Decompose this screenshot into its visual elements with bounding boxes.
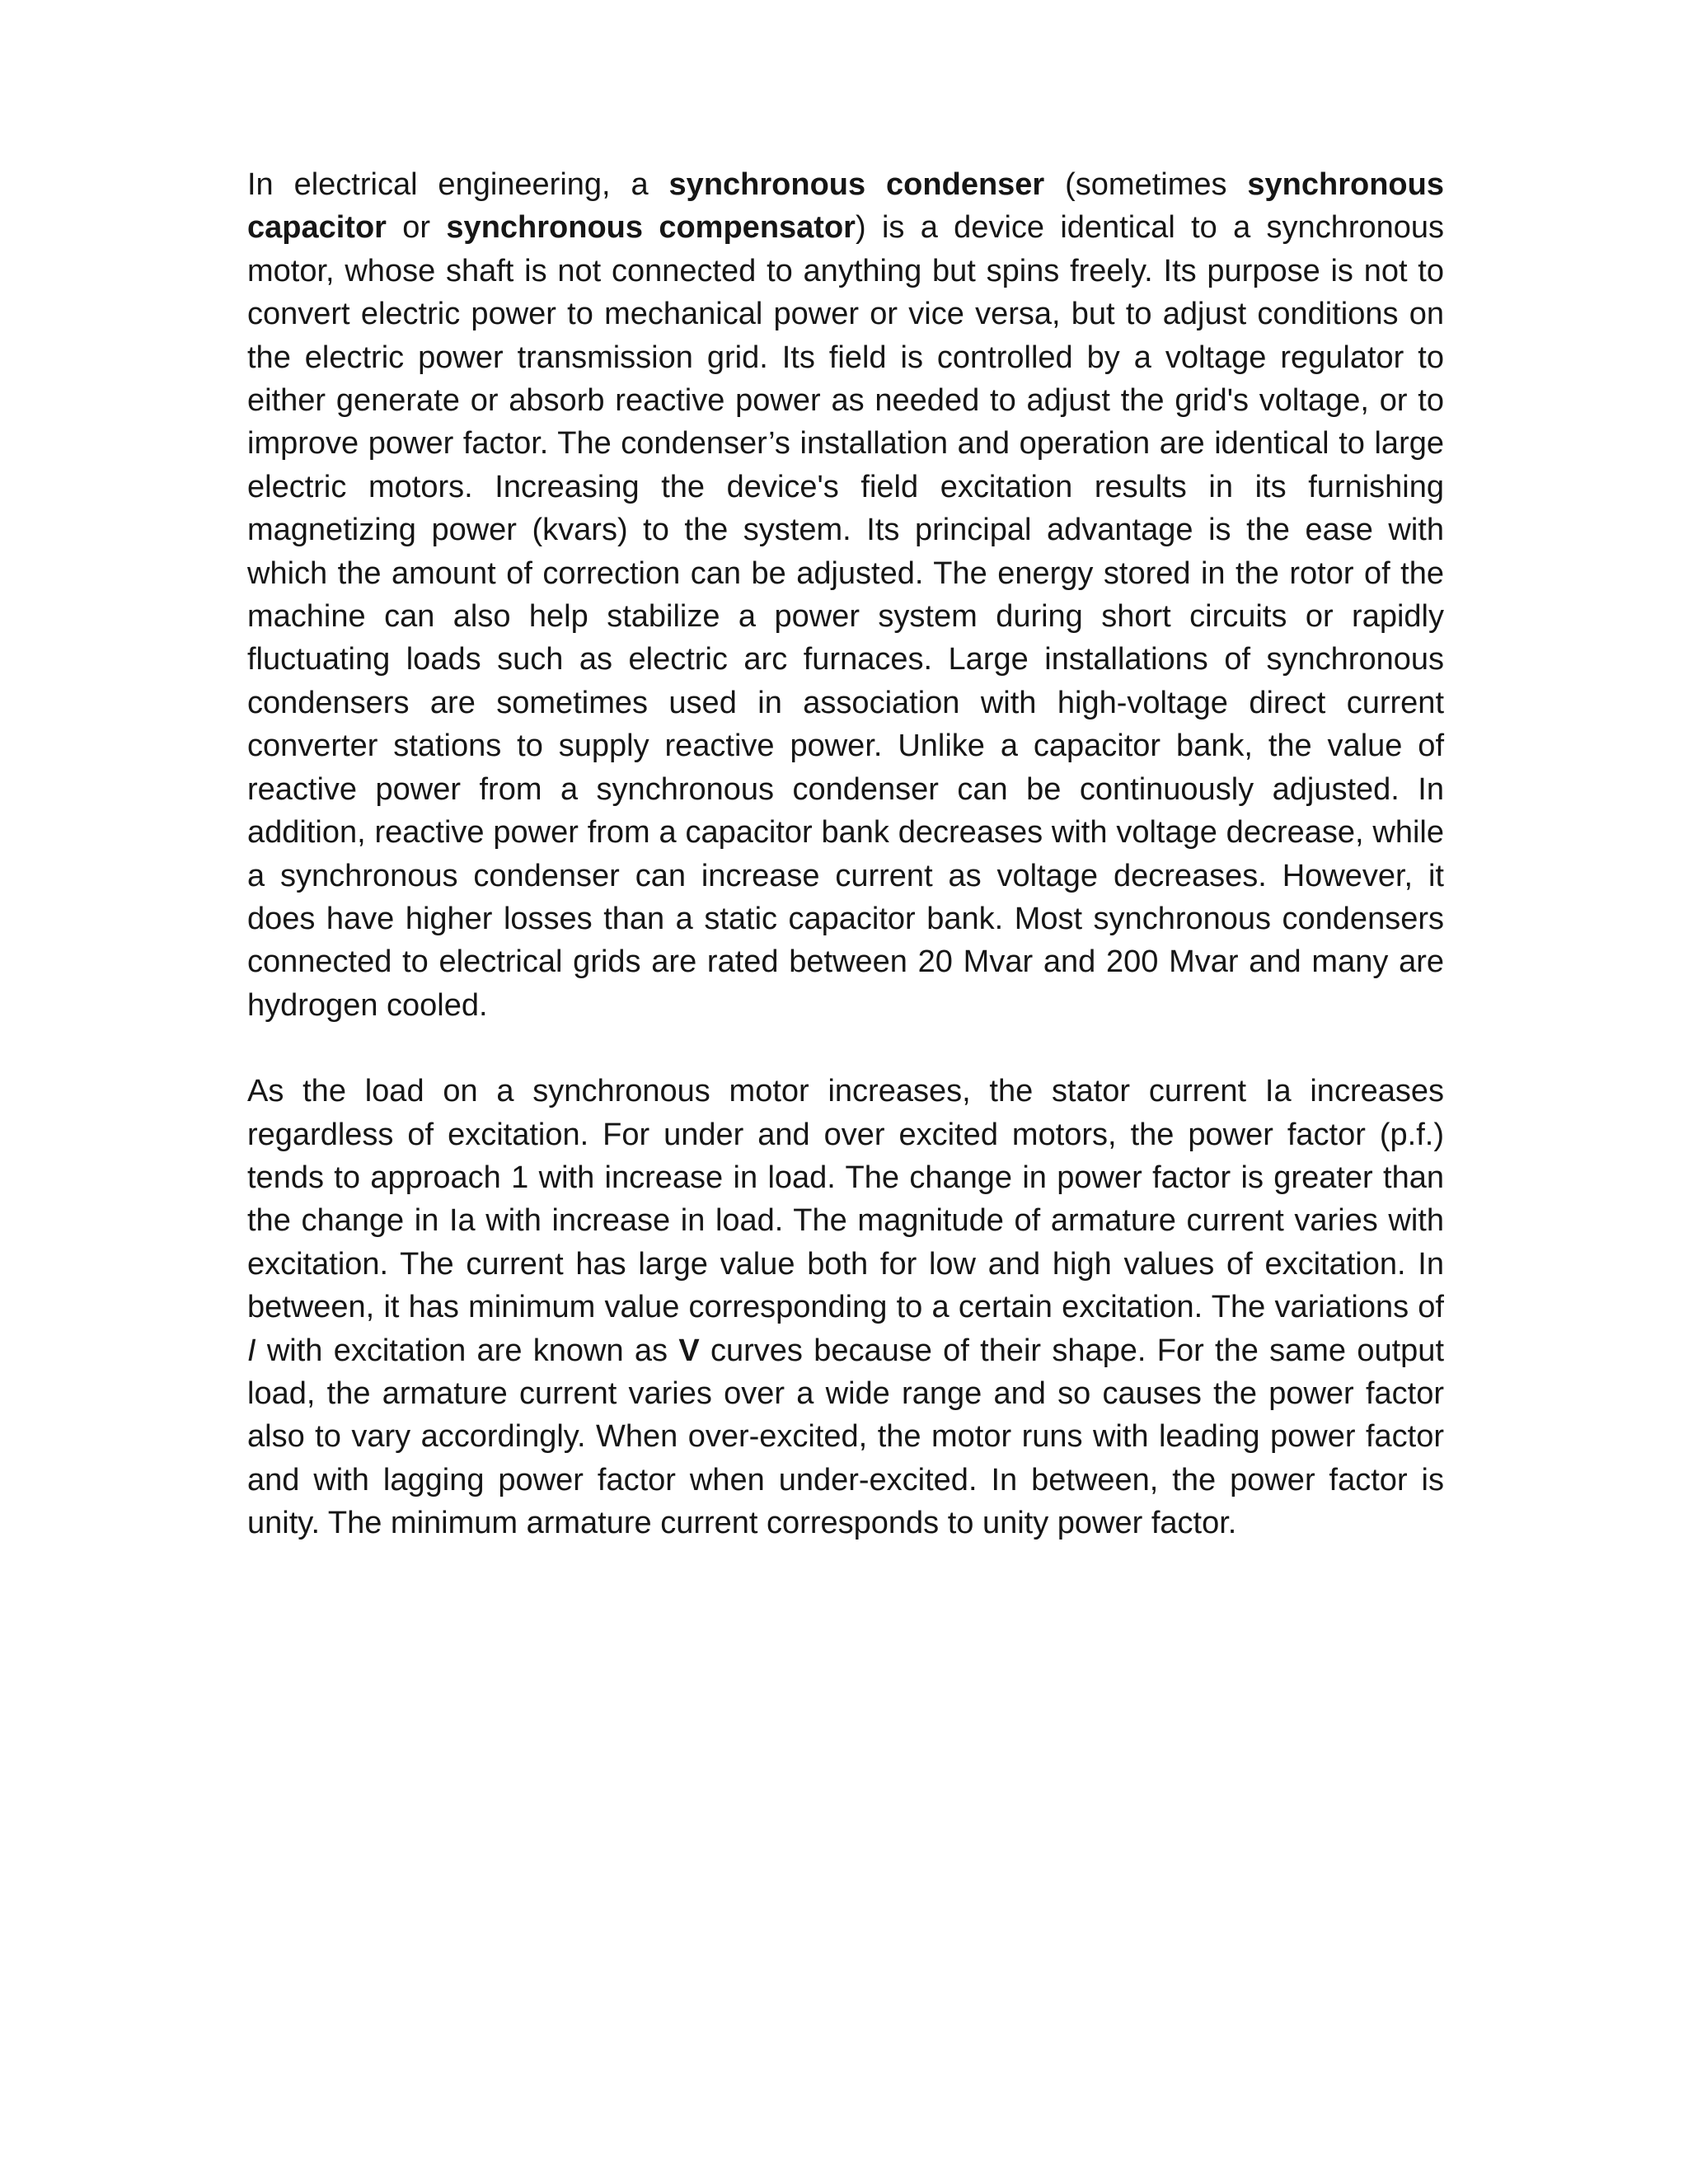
bold-term: V bbox=[678, 1333, 700, 1368]
text-run: with excitation are known as bbox=[256, 1333, 679, 1368]
text-run: In electrical engineering, a bbox=[247, 167, 669, 202]
text-run: curves because of their shape. For the same output load, the armature current varies over a wide range and so causes the power factor also to vary accordingly. When over-excited, the motor runs with leading power factor and with lagging power factor when under-excited. In between, the power factor is unity. The minimum armature current corresponds to unity power factor. bbox=[247, 1333, 1445, 1541]
text-run: (sometimes bbox=[1044, 167, 1248, 202]
text-run: or bbox=[386, 210, 447, 246]
bold-term: synchronous capacitor bbox=[247, 167, 1444, 246]
text-run: ) is a device identical to a synchronous motor, whose shaft is not connected to anything but spins freely. Its purpose is not to convert electric power to mechanical power or vice versa, but to adjust conditions on the electric power transmission grid. Its field is controlled by a voltage regulator to either generate or absorb reactive power as needed to adjust the grid's voltage, or to improve power factor. The condenser’s installation and operation are identical to large electric motors. Increasing the device's field excitation results in its furnishing magnetizing power (kvars) to the system. Its principal advantage is the ease with which the amount of correction can be adjusted. The energy stored in the rotor of the machine can also help stabilize a power system during short circuits or rapidly fluctuating loads such as electric arc furnaces. Large installations of synchronous condensers are sometimes used in association with high-voltage direct current converter stations to supply reactive power. Unlike a capacitor bank, the value of reactive power from a synchronous condenser can be continuously adjusted. In addition, reactive power from a capacitor bank decreases with voltage decrease, while a synchronous condenser can increase current as voltage decreases. However, it does have higher losses than a static capacitor bank. Most synchronous condensers connected to electrical grids are rated between 20 Mvar and 200 Mvar and many are hydrogen cooled. bbox=[247, 210, 1445, 1023]
text-run: As the load on a synchronous motor increases, the stator current Ia increases regardless of excitation. For under and over excited motors, the power factor (p.f.) tends to approach 1 with increase in load. The change in power factor is greater than the change in Ia with increase in load. The magnitude of armature current varies with excitation. The current has large value both for low and high values of excitation. In between, it has minimum value corresponding to a certain excitation. The variations of bbox=[247, 1074, 1444, 1325]
bold-term: synchronous compensator bbox=[446, 210, 856, 246]
body-text bbox=[247, 163, 1444, 1545]
paragraph-synchronous-condenser bbox=[247, 163, 1444, 1027]
bold-term: synchronous condenser bbox=[668, 167, 1045, 202]
italic-symbol: I bbox=[247, 1333, 256, 1368]
paragraph-v-curves bbox=[247, 1070, 1444, 1544]
